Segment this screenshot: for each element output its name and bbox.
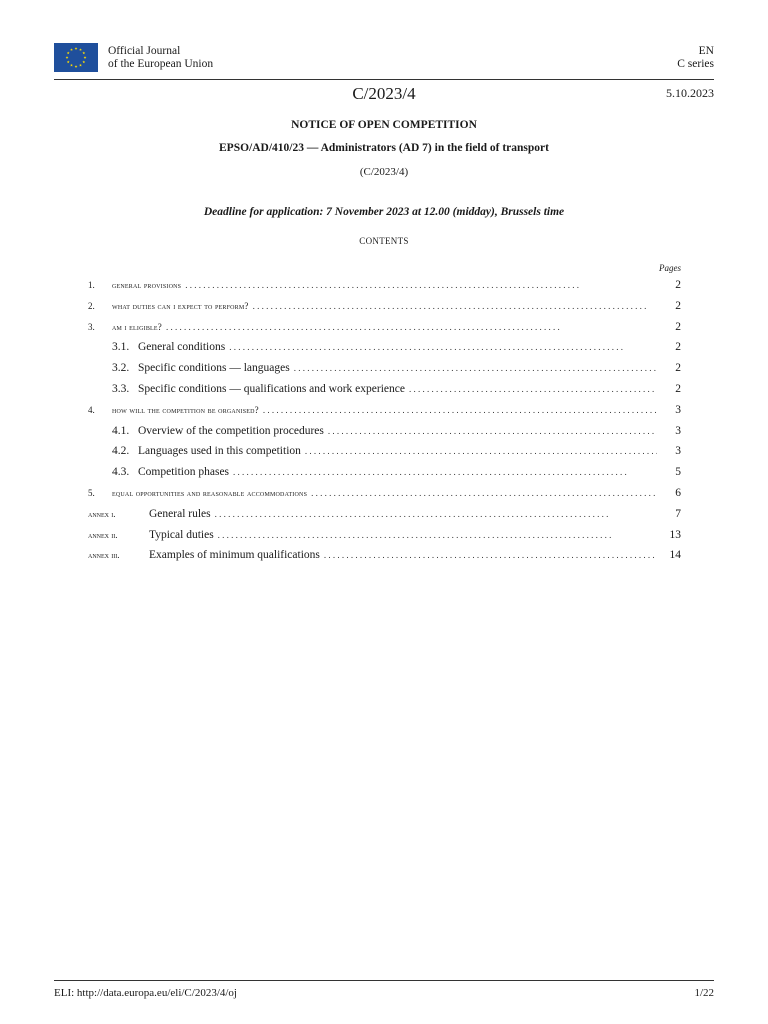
toc-leader-dots: [405, 384, 657, 394]
toc-entry-page: 2: [675, 362, 681, 375]
publication-date: 5.10.2023: [666, 86, 714, 100]
toc-entry-number: annex i.: [88, 508, 116, 519]
toc-leader-dots: [249, 301, 657, 311]
toc-entry[interactable]: [88, 279, 681, 300]
contents-heading: CONTENTS: [359, 236, 409, 246]
toc-entry-title: equal opportunities and reasonable accommodations: [112, 487, 308, 498]
toc-entry-number: 4.1.: [112, 424, 130, 437]
toc-entry-page: 3: [675, 424, 681, 437]
toc-entry-page: 2: [675, 341, 681, 354]
toc-entry[interactable]: [88, 383, 681, 404]
toc-leader-dots: [290, 363, 657, 373]
toc-entry-title: Specific conditions — qualifications and work experience: [138, 382, 405, 395]
toc-leader-dots: [307, 488, 657, 498]
toc-entry[interactable]: [88, 404, 681, 425]
eu-flag-icon: [54, 43, 98, 72]
application-deadline: Deadline for application: 7 November 2023 at 12.00 (midday), Brussels time: [203, 206, 565, 218]
toc-entry[interactable]: [88, 445, 681, 466]
toc-entry-page: 14: [669, 549, 681, 562]
toc-entry[interactable]: [88, 549, 681, 570]
toc-entry-number: 4.3.: [112, 466, 130, 479]
toc-entry-page: 5: [675, 466, 681, 479]
journal-title-line1: Official Journal: [108, 45, 181, 57]
toc-entry-title: Specific conditions — languages: [138, 362, 290, 375]
toc-entry-page: 2: [675, 279, 681, 291]
toc-leader-dots: [324, 426, 657, 436]
toc-entry-number: 3.1.: [112, 341, 130, 354]
page-number: 1/22: [694, 987, 714, 999]
toc-entry-page: 2: [675, 320, 681, 333]
toc-entry-page: 2: [675, 299, 681, 312]
eli-link[interactable]: ELI: http://data.europa.eu/eli/C/2023/4/oj: [54, 987, 237, 999]
eu-flag-logo: [54, 43, 98, 72]
table-of-contents: [88, 279, 681, 570]
header-divider: [54, 79, 714, 80]
toc-entry-title: Examples of minimum qualifications: [149, 549, 320, 562]
pages-column-label: Pages: [659, 263, 681, 273]
toc-entry-title: Languages used in this competition: [138, 445, 301, 458]
toc-entry-number: annex iii.: [88, 550, 120, 561]
toc-entry-page: 3: [675, 445, 681, 458]
toc-leader-dots: [181, 280, 657, 290]
toc-entry-number: 1.: [88, 280, 95, 290]
toc-entry-page: 13: [669, 528, 681, 541]
toc-entry-number: 3.3.: [112, 382, 130, 395]
toc-entry-page: 6: [675, 486, 681, 499]
notice-subtitle: EPSO/AD/410/23 — Administrators (AD 7) in the field of transport: [219, 142, 549, 154]
document-number: C/2023/4: [352, 84, 416, 103]
toc-entry-number: annex ii.: [88, 529, 118, 540]
toc-leader-dots: [162, 322, 657, 332]
toc-entry-number: 5.: [88, 487, 95, 498]
journal-title: [108, 45, 213, 71]
notice-heading: NOTICE OF OPEN COMPETITION: [291, 119, 477, 131]
toc-leader-dots: [320, 550, 657, 560]
toc-entry[interactable]: [88, 487, 681, 508]
toc-entry-page: 2: [675, 382, 681, 395]
toc-leader-dots: [225, 342, 657, 352]
toc-entry-title: Competition phases: [138, 466, 230, 479]
toc-entry-title: how will the competition be organised?: [112, 404, 259, 415]
language-code: EN: [698, 45, 714, 57]
toc-entry-title: Overview of the competition procedures: [138, 424, 324, 437]
toc-leader-dots: [259, 405, 657, 415]
toc-entry-title: general provisions: [112, 280, 182, 290]
toc-entry-title: Typical duties: [149, 528, 214, 541]
toc-leader-dots: [301, 446, 657, 456]
toc-entry-page: 7: [675, 507, 681, 520]
toc-entry[interactable]: [88, 425, 681, 446]
toc-entry[interactable]: [88, 321, 681, 342]
toc-entry-number: 4.: [88, 404, 95, 415]
toc-entry-title: am i eligible?: [112, 321, 162, 332]
toc-entry-title: what duties can i expect to perform?: [112, 300, 249, 311]
toc-entry[interactable]: [88, 362, 681, 383]
journal-title-line2: of the European Union: [108, 58, 214, 70]
toc-entry-title: General conditions: [138, 341, 226, 354]
toc-entry-number: 2.: [88, 300, 95, 311]
toc-leader-dots: [229, 467, 657, 477]
toc-entry[interactable]: [88, 466, 681, 487]
toc-entry[interactable]: [88, 300, 681, 321]
notice-reference: (C/2023/4): [359, 166, 409, 178]
toc-entry[interactable]: [88, 508, 681, 529]
toc-entry[interactable]: [88, 529, 681, 550]
toc-entry-number: 3.2.: [112, 362, 130, 375]
toc-entry-number: 4.2.: [112, 445, 130, 458]
toc-entry[interactable]: [88, 341, 681, 362]
toc-entry-page: 3: [675, 403, 681, 416]
toc-entry-title: General rules: [149, 507, 211, 520]
toc-leader-dots: [214, 530, 657, 540]
footer-divider: [54, 980, 714, 981]
language-series: [677, 45, 714, 71]
toc-entry-number: 3.: [88, 321, 95, 332]
series-label: C series: [677, 58, 714, 70]
toc-leader-dots: [211, 509, 657, 519]
